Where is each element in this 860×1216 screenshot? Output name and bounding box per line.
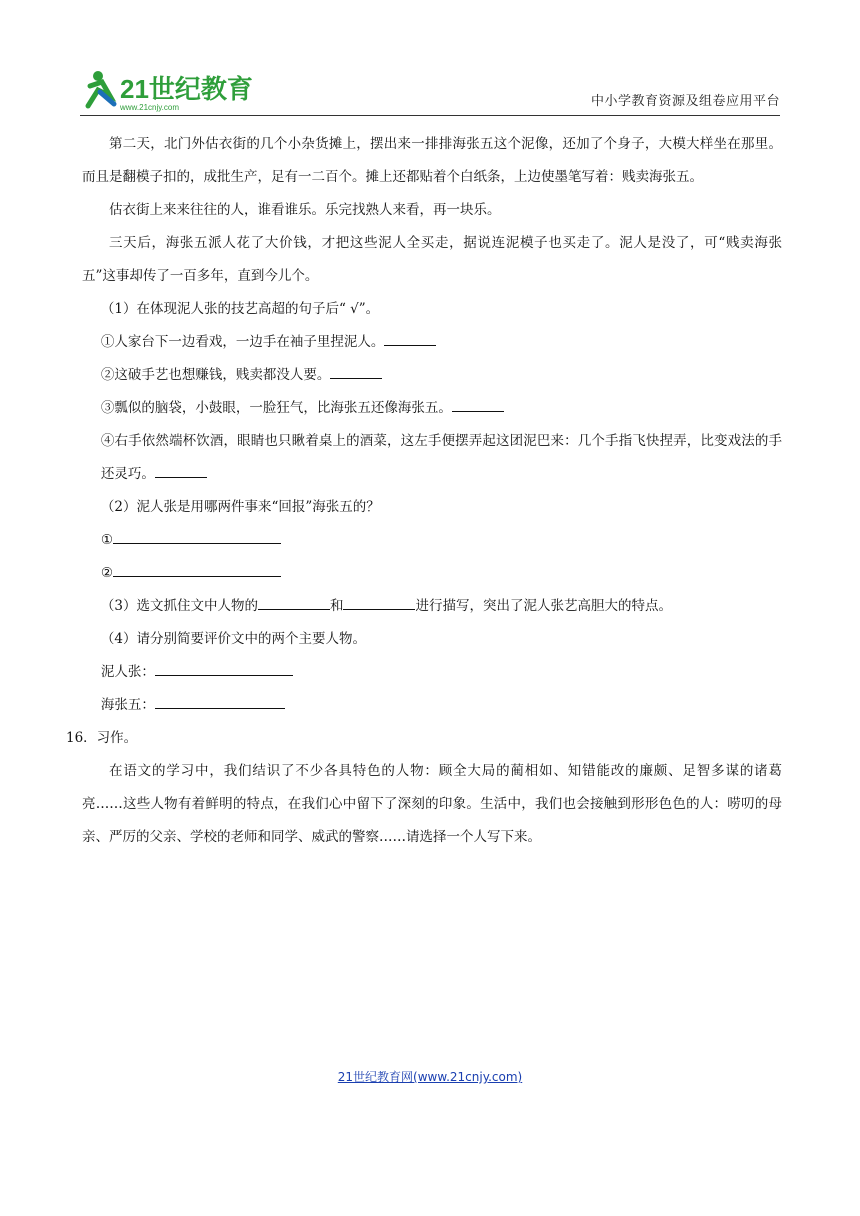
footer-link[interactable]: 21世纪教育网(www.21cnjy.com) [337,1070,523,1084]
question-4-answer-1: 泥人张： [82,656,782,689]
question-1-option-3: ③瓢似的脑袋，小鼓眼，一脸狂气，比海张五还像海张五。 [82,392,782,425]
logo-text: 21世纪教育 [120,74,253,104]
question-3: （3）选文抓住文中人物的 和 进行描写，突出了泥人张艺高胆大的特点。 [82,590,782,623]
story-paragraph-3: 三天后，海张五派人花了大价钱，才把这些泥人全买走，据说连泥模子也买走了。泥人是没了，可“贱卖海张五”这事却传了一百多年，直到今儿个。 [82,235,782,284]
question-2: （2）泥人张是用哪两件事来“回报”海张五的？ [100,499,380,515]
platform-name: 中小学教育资源及组卷应用平台 [590,94,780,109]
question-1-option-1: ①人家台下一边看戏，一边手在袖子里捏泥人。 [82,326,782,359]
story-paragraph-1: 第二天，北门外估衣街的几个小杂货摊上，摆出来一排排海张五这个泥像，还加了个身子，大模大样坐在那里。而且是翻模子扣的，成批生产，足有一二百个。摊上还都贴着个白纸条，上边使墨笔写着：贱卖海张五。 [82,136,782,185]
answer-blank[interactable] [155,661,293,676]
answer-blank[interactable] [258,595,330,610]
question-2-answer-1: ① [82,524,782,557]
page-footer [0,1068,860,1085]
answer-blank[interactable] [330,364,382,379]
story-paragraph-2: 估衣街上来来往往的人，谁看谁乐。乐完找熟人来看，再一块乐。 [109,202,501,218]
header-divider [80,115,780,116]
question-4: （4）请分别简要评价文中的两个主要人物。 [100,631,366,647]
document-body [66,128,782,854]
logo [80,68,255,112]
question-1-option-4: ④右手依然端杯饮酒，眼睛也只瞅着桌上的酒菜，这左手便摆弄起这团泥巴来：几个手指飞快捏弄，比变戏法的手还灵巧。 [100,433,782,482]
logo-subtext: www.21cnjy.com [120,103,179,112]
answer-blank[interactable] [452,397,504,412]
answer-blank[interactable] [155,694,285,709]
answer-blank[interactable] [113,529,281,544]
question-16-body: 在语文的学习中，我们结识了不少各具特色的人物：顾全大局的蔺相如、知错能改的廉颇、足智多谋的诸葛亮……这些人物有着鲜明的特点，在我们心中留下了深刻的印象。生活中，我们也会接触到形形色色的人：唠叨的母亲、严厉的父亲、学校的老师和同学、威武的警察……请选择一个人写下来。 [82,763,782,845]
page-header [80,62,780,114]
runner-icon [88,71,114,106]
question-2-answer-2: ② [82,557,782,590]
answer-blank[interactable] [155,463,207,478]
question-4-answer-2: 海张五： [82,689,782,722]
question-16-title: 16．习作。 [66,730,138,746]
answer-blank[interactable] [384,331,436,346]
answer-blank[interactable] [343,595,415,610]
question-1: （1）在体现泥人张的技艺高超的句子后“ √”。 [100,301,380,317]
question-1-option-2: ②这破手艺也想赚钱，贱卖都没人要。 [82,359,782,392]
answer-blank[interactable] [113,562,281,577]
